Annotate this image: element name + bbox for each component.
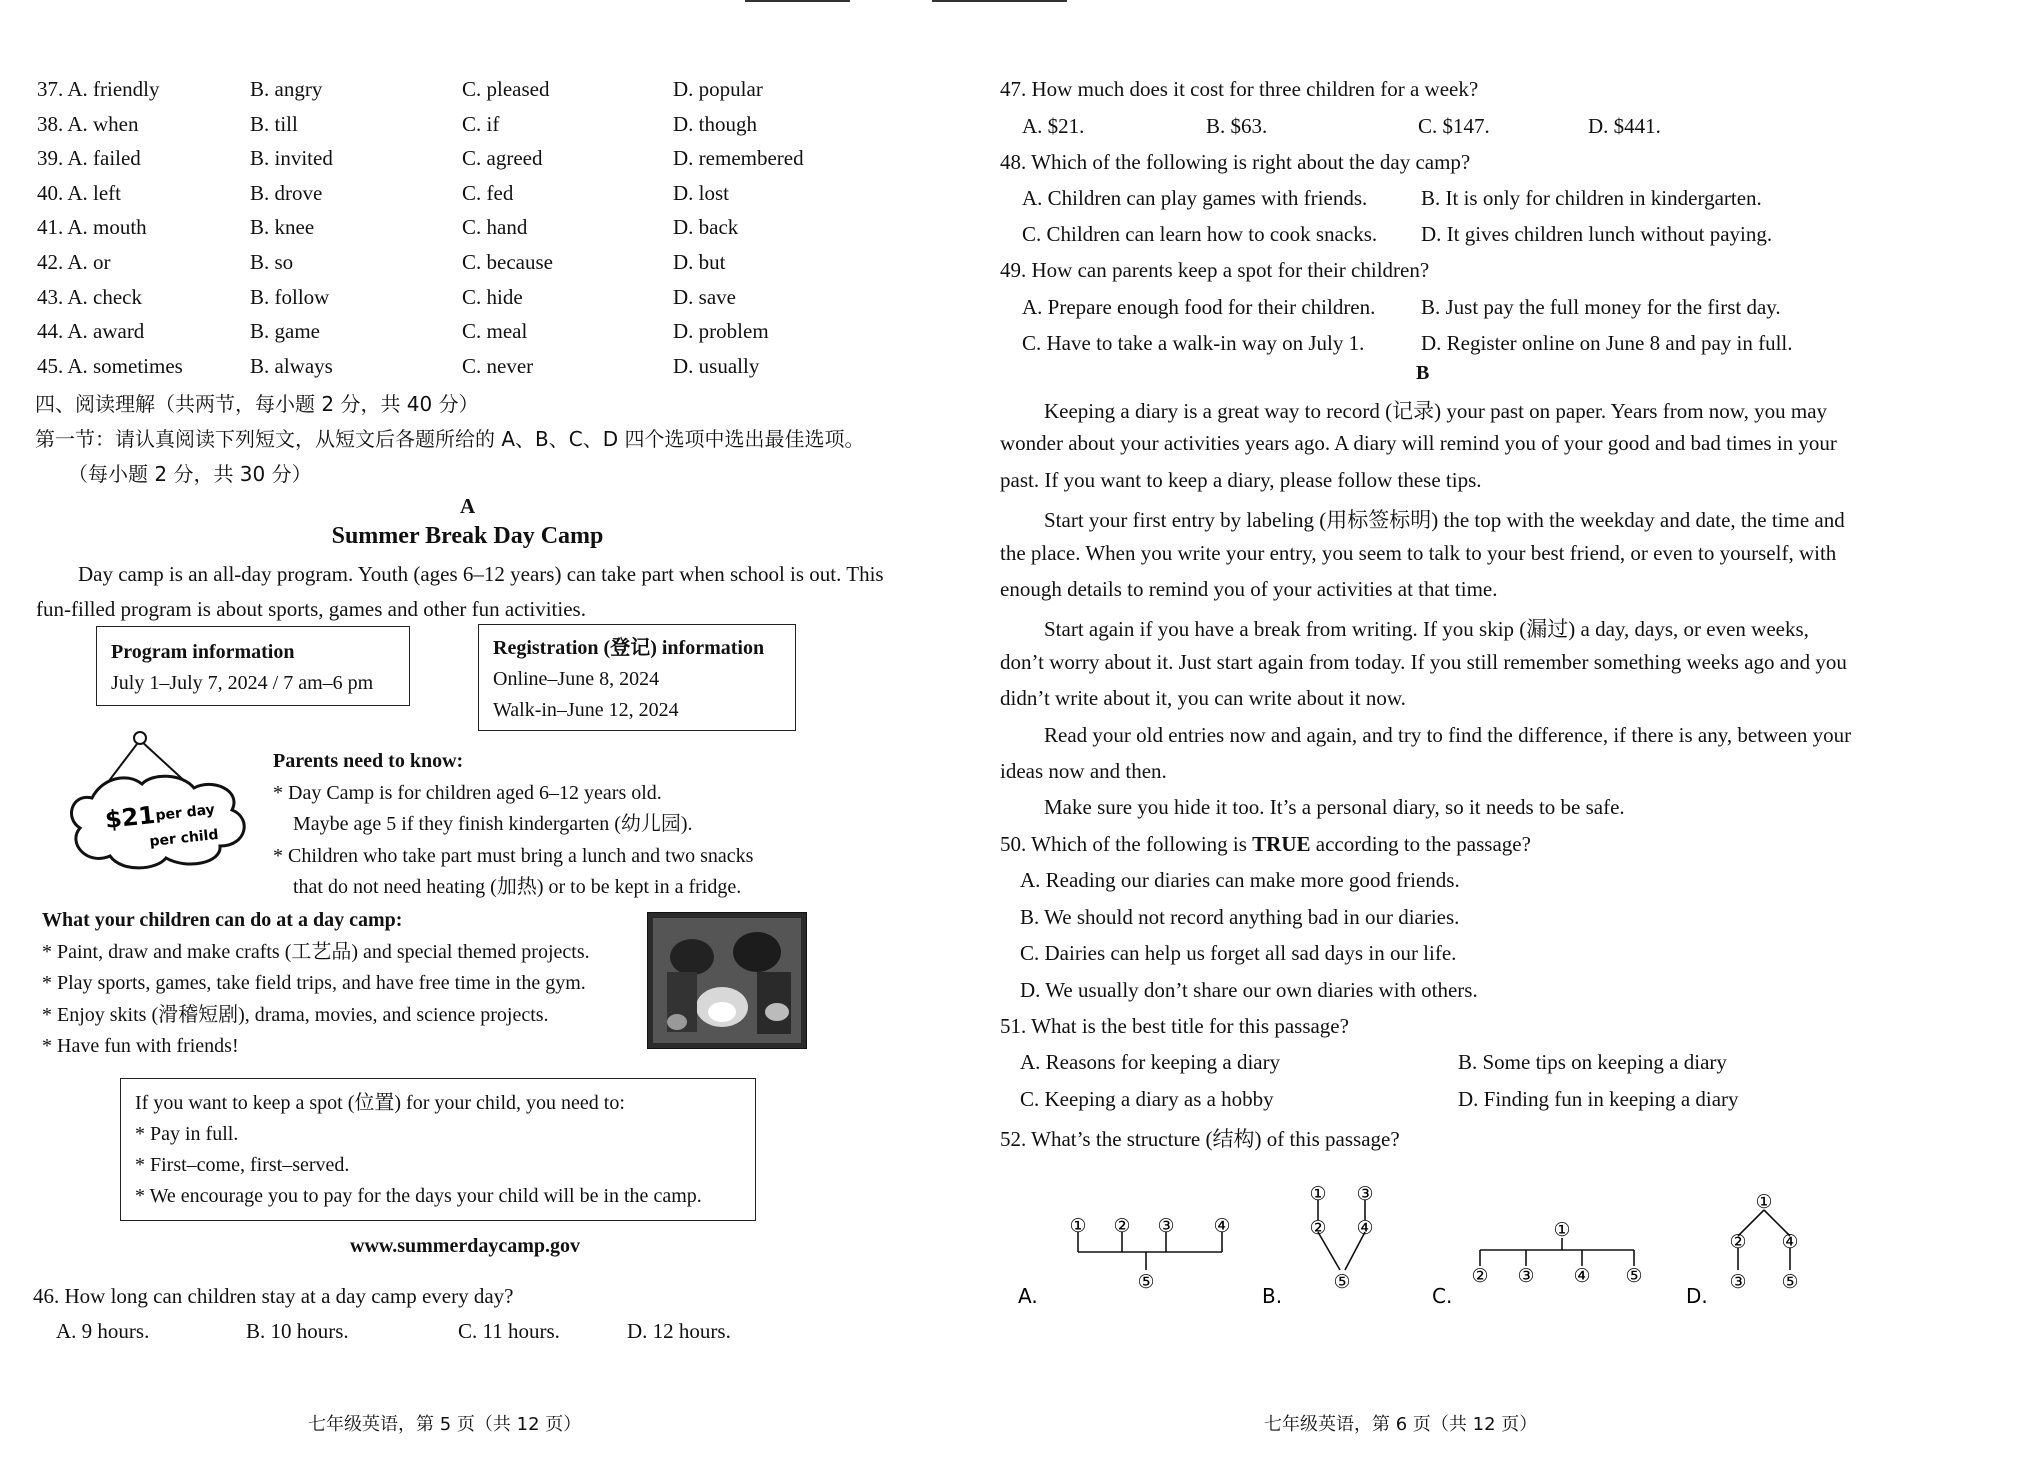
diagram-d-node-4: ④: [1781, 1231, 1799, 1253]
cloze-39-option-d: D. remembered: [673, 146, 804, 171]
spot-line-2: * Pay in full.: [135, 1123, 239, 1145]
q51-option-c: C. Keeping a diary as a hobby: [1020, 1087, 1274, 1111]
cloze-43-option-d: D. save: [673, 284, 736, 309]
q46-option-b: B. 10 hours.: [246, 1319, 349, 1343]
passage-b-p1-line-2: wonder about your activities years ago. A diary will remind you of your good and bad times in your: [1000, 431, 1837, 456]
passage-b-p4-line-1: Read your old entries now and again, and try to find the difference, if there is any, between your: [1044, 722, 1852, 747]
spot-line-4: * We encourage you to pay for the days your child will be in the camp.: [135, 1185, 702, 1207]
q46-option-a: A. 9 hours.: [56, 1319, 150, 1343]
section-heading: 四、阅读理解（共两节，每小题 2 分，共 40 分）: [35, 392, 479, 416]
spot-info-box: [120, 1078, 756, 1221]
activities-list: [42, 905, 590, 1063]
price-per-day: per day: [154, 801, 216, 824]
passage-b-p5-line-1: Make sure you hide it too. It’s a personal diary, so it needs to be safe.: [1044, 795, 1625, 820]
diagram-a-node-1: ①: [1069, 1215, 1087, 1237]
cloze-44-option-b: B. game: [250, 319, 320, 344]
activity-item-4: * Have fun with friends!: [42, 1035, 239, 1057]
left-page: [0, 0, 1000, 1470]
passage-b-p1-line-3: past. If you want to keep a diary, please follow these tips.: [1000, 467, 1482, 492]
passage-b-p4-line-2: ideas now and then.: [1000, 759, 1167, 783]
passage-b-p2-line-1: Start your first entry by labeling (用标签标明) the top with the weekday and date, the time and: [1044, 508, 1845, 533]
campfire-photo: [647, 912, 807, 1049]
passage-b-p3-line-3: didn’t write about it, you can write about it now.: [1000, 686, 1406, 711]
parents-line-1: * Day Camp is for children aged 6–12 years old.: [273, 781, 662, 804]
q50-text-bold: TRUE: [1252, 832, 1311, 856]
registration-online: Online–June 8, 2024: [493, 668, 660, 690]
cloze-44-option-d: D. problem: [673, 319, 769, 344]
cloze-39-option-a: 39. A. failed: [37, 146, 141, 171]
activities-title: What your children can do at a day camp:: [42, 909, 403, 931]
diagram-d-node-1: ①: [1755, 1191, 1773, 1213]
parents-line-2: Maybe age 5 if they finish kindergarten (幼儿园).: [293, 813, 693, 835]
left-footer: 七年级英语，第 5 页（共 12 页）: [308, 1414, 582, 1435]
q47-option-c: C. $147.: [1418, 114, 1490, 138]
q47-option-b: B. $63.: [1206, 114, 1268, 138]
q48-option-d: D. It gives children lunch without paying.: [1421, 222, 1773, 246]
section-note: （每小题 2 分，共 30 分）: [68, 462, 312, 486]
q49-option-d: D. Register online on June 8 and pay in full.: [1421, 331, 1793, 355]
diagram-b-node-5: ⑤: [1333, 1271, 1351, 1293]
q50-text-pre: 50. Which of the following is: [1000, 832, 1253, 856]
section-instruction: 第一节：请认真阅读下列短文，从短文后各题所给的 A、B、C、D 四个选项中选出最佳选项。: [35, 427, 865, 451]
q50-text-post: according to the passage?: [1310, 832, 1531, 856]
passage-b-p3-line-2: don’t worry about it. Just start again from today. If you still remember something weeks ago and you: [1000, 649, 1847, 674]
cloze-40-option-b: B. drove: [250, 180, 323, 205]
cloze-38-option-c: C. if: [462, 111, 500, 136]
cloze-42-option-c: C. because: [462, 250, 553, 274]
cloze-41-option-d: D. back: [673, 215, 739, 240]
diagram-label-b: B.: [1262, 1284, 1283, 1308]
cloze-45-option-d: D. usually: [673, 353, 760, 378]
q49-option-a: A. Prepare enough food for their children.: [1022, 295, 1376, 319]
cloze-38-option-a: 38. A. when: [37, 111, 139, 136]
q51-option-d: D. Finding fun in keeping a diary: [1458, 1087, 1739, 1111]
cloze-37-option-c: C. pleased: [462, 77, 550, 101]
q47-question: 47. How much does it cost for three children for a week?: [1000, 77, 1479, 101]
diagram-c-node-5: ⑤: [1625, 1265, 1643, 1287]
cloze-45-option-c: C. never: [462, 353, 534, 378]
camp-website: www.summerdaycamp.gov: [350, 1235, 580, 1257]
diagram-d-node-3: ③: [1729, 1271, 1747, 1293]
diagram-label-d: D.: [1686, 1284, 1708, 1308]
q46-option-c: C. 11 hours.: [458, 1319, 560, 1343]
registration-info-box: [478, 624, 796, 731]
diagram-c-node-3: ③: [1517, 1265, 1535, 1287]
cloze-45-option-a: 45. A. sometimes: [37, 353, 183, 378]
cloze-44-option-c: C. meal: [462, 319, 528, 344]
passage-b-p1-line-1: Keeping a diary is a great way to record (记录) your past on paper. Years from now, you may: [1044, 399, 1828, 423]
passage-title: Summer Break Day Camp: [331, 523, 604, 549]
parents-info: [273, 746, 753, 904]
right-footer: 七年级英语，第 6 页（共 12 页）: [1264, 1414, 1538, 1435]
intro-line-2: fun-filled program is about sports, games and other fun activities.: [36, 597, 586, 621]
cloze-37-option-a: 37. A. friendly: [37, 77, 160, 101]
cloze-37-option-b: B. angry: [250, 77, 323, 101]
cloze-39-option-b: B. invited: [250, 146, 333, 171]
cloze-44-option-a: 44. A. award: [37, 319, 145, 344]
q48-option-a: A. Children can play games with friends.: [1022, 186, 1368, 210]
activity-item-1: * Paint, draw and make crafts (工艺品) and special themed projects.: [42, 940, 590, 963]
diagram-a-node-2: ②: [1113, 1215, 1131, 1237]
cloze-42-option-d: D. but: [673, 250, 726, 274]
q46-option-d: D. 12 hours.: [627, 1319, 731, 1343]
passage-letter-b: B: [1416, 362, 1430, 384]
structure-diagrams: [1000, 1170, 1820, 1315]
q49-option-b: B. Just pay the full money for the first day.: [1421, 295, 1781, 319]
cloze-42-option-b: B. so: [250, 250, 294, 274]
registration-walk-in: Walk-in–June 12, 2024: [493, 699, 679, 721]
price-per-child: per child: [148, 826, 220, 850]
diagram-c-node-1: ①: [1553, 1219, 1571, 1241]
q48-option-c: C. Children can learn how to cook snacks.: [1022, 222, 1378, 246]
q52-question: 52. What’s the structure (结构) of this passage?: [1000, 1127, 1400, 1151]
q47-option-a: A. $21.: [1022, 114, 1085, 138]
parents-title: Parents need to know:: [273, 750, 464, 772]
program-info-title: Program information: [111, 641, 295, 663]
parents-line-3: * Children who take part must bring a lunch and two snacks: [273, 844, 754, 867]
diagram-b-node-4: ④: [1356, 1217, 1374, 1239]
diagram-label-c: C.: [1432, 1284, 1453, 1308]
activity-item-3: * Enjoy skits (滑稽短剧), drama, movies, and science projects.: [42, 1003, 549, 1026]
diagram-a-node-5: ⑤: [1137, 1271, 1155, 1293]
cloze-40-option-c: C. fed: [462, 180, 514, 205]
cloze-38-option-d: D. though: [673, 111, 757, 136]
q51-option-a: A. Reasons for keeping a diary: [1020, 1050, 1281, 1074]
q50-option-c: C. Dairies can help us forget all sad days in our life.: [1020, 941, 1457, 965]
price-amount: $21: [103, 800, 157, 834]
program-info-box: [96, 626, 410, 706]
q51-option-b: B. Some tips on keeping a diary: [1458, 1050, 1727, 1074]
cloze-39-option-c: C. agreed: [462, 146, 543, 171]
diagram-label-a: A.: [1018, 1284, 1038, 1308]
diagram-b-node-3: ③: [1356, 1183, 1374, 1205]
passage-b-p2-line-2: the place. When you write your entry, you seem to talk to your best friend, or even to yourself, with: [1000, 540, 1837, 565]
diagram-b-node-1: ①: [1309, 1183, 1327, 1205]
spot-line-1: If you want to keep a spot (位置) for your child, you need to:: [135, 1092, 625, 1114]
cloze-41-option-b: B. knee: [250, 215, 315, 240]
program-info-dates: July 1–July 7, 2024 / 7 am–6 pm: [111, 672, 374, 694]
diagram-c-node-4: ④: [1573, 1265, 1591, 1287]
diagram-d-node-2: ②: [1729, 1231, 1747, 1253]
q50-option-d: D. We usually don’t share our own diaries with others.: [1020, 978, 1478, 1002]
q50-option-a: A. Reading our diaries can make more good friends.: [1020, 868, 1460, 892]
q50-question: [1000, 832, 1531, 857]
cloze-42-option-a: 42. A. or: [37, 250, 111, 274]
q49-question: 49. How can parents keep a spot for their children?: [1000, 258, 1430, 282]
diagram-a-node-3: ③: [1157, 1215, 1175, 1237]
cloze-43-option-b: B. follow: [250, 284, 330, 309]
parents-line-4: that do not need heating (加热) or to be kept in a fridge.: [293, 876, 742, 898]
registration-info-title: Registration (登记) information: [493, 637, 765, 659]
cloze-41-option-a: 41. A. mouth: [37, 215, 147, 240]
cloze-43-option-a: 43. A. check: [37, 284, 142, 309]
diagram-d-node-5: ⑤: [1781, 1271, 1799, 1293]
cloze-45-option-b: B. always: [250, 353, 333, 378]
q46-question: 46. How long can children stay at a day camp every day?: [33, 1284, 514, 1308]
q48-option-b: B. It is only for children in kindergarten.: [1421, 186, 1762, 210]
passage-b-p2-line-3: enough details to remind you of your activities at that time.: [1000, 577, 1498, 601]
cloze-37-option-d: D. popular: [673, 77, 763, 101]
diagram-a-node-4: ④: [1213, 1215, 1231, 1237]
cloze-41-option-c: C. hand: [462, 215, 528, 240]
cloze-40-option-d: D. lost: [673, 180, 730, 205]
cloze-43-option-c: C. hide: [462, 284, 523, 309]
passage-letter-a: A: [460, 494, 476, 518]
intro-line-1: Day camp is an all-day program. Youth (ages 6–12 years) can take part when school is out. This: [78, 562, 884, 586]
q50-option-b: B. We should not record anything bad in our diaries.: [1020, 905, 1460, 929]
right-page: [1000, 0, 2022, 1470]
cloze-38-option-b: B. till: [250, 111, 298, 136]
q51-question: 51. What is the best title for this passage?: [1000, 1014, 1349, 1038]
cloze-40-option-a: 40. A. left: [37, 180, 121, 205]
q47-option-d: D. $441.: [1588, 114, 1661, 138]
price-cloud-sign: [62, 728, 254, 872]
spot-line-3: * First–come, first–served.: [135, 1154, 350, 1176]
diagram-b-node-2: ②: [1309, 1217, 1327, 1239]
diagram-c-node-2: ②: [1471, 1265, 1489, 1287]
q49-option-c: C. Have to take a walk-in way on July 1.: [1022, 331, 1365, 355]
activity-item-2: * Play sports, games, take field trips, and have free time in the gym.: [42, 972, 586, 994]
q48-question: 48. Which of the following is right about the day camp?: [1000, 150, 1471, 174]
passage-b-p3-line-1: Start again if you have a break from writing. If you skip (漏过) a day, days, or even weeks,: [1044, 617, 1809, 642]
